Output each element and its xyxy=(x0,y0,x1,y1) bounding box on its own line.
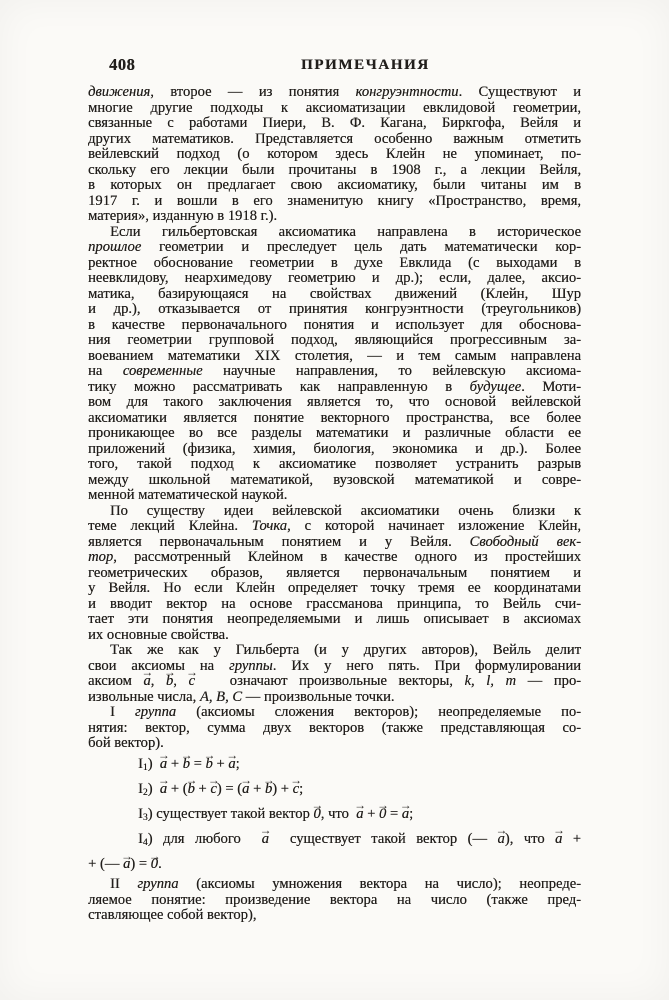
text-line: и др.), отказывается от принятия конгруэнтности (треугольников) xyxy=(88,301,581,317)
subscript-index: 1 xyxy=(142,762,148,773)
italic-term: прошлое xyxy=(88,239,142,255)
text-line: ректное обоснование геометрии в духе Евклида (с выходами в xyxy=(88,254,581,271)
italic-term: группы xyxy=(228,657,273,674)
text-line: приложений (физика, химия, биология, экономика и др.). Более xyxy=(88,440,581,457)
text-line: аксиоматики является понятие векторного пространства, все более xyxy=(88,409,581,426)
vector-notation: → b xyxy=(166,674,173,690)
vector-notation: → a xyxy=(242,777,249,802)
text-line: прошлое геометрии и преследует цель дать математически кор- xyxy=(88,239,581,255)
text-line: многие другие подходы к аксиоматизации евклидовой геометрии, xyxy=(88,99,581,116)
text-line: тор, рассмотренный Клейном в качестве одного из простейших xyxy=(88,549,581,565)
text-line: скольку его лекции были прочитаны в 1908 г., а лекции Вейля, xyxy=(88,161,581,178)
text-line: неевклидову, неархимедову геометрию и др.); если, далее, аксио- xyxy=(88,270,581,286)
text-line: воеванием математики XIX столетия, — и тем самым направлена xyxy=(88,347,581,364)
text-line: I группа (аксиомы сложения векторов); неопределяемые по- xyxy=(110,704,581,720)
text-line: II группа (аксиомы умножения вектора на число); неопреде- xyxy=(110,876,581,893)
vector-notation: → b xyxy=(183,752,190,777)
text-line: на современные научные направления, то вейлевскую аксиома- xyxy=(88,363,581,379)
subscript-index: 4 xyxy=(142,838,148,849)
vector-notation: → c xyxy=(293,777,299,802)
formula-line: $I_2) \to a$ + (→ b + → c) = (→ a + → b) + → c; xyxy=(88,777,581,802)
italic-term: k, l, m xyxy=(464,673,516,689)
italic-term: A, B, C xyxy=(199,688,243,705)
subscript-index: 2 xyxy=(142,787,148,798)
italic-term: Точка xyxy=(251,518,288,534)
text-line: нятия: вектор, сумма двух векторов (также представляющая со- xyxy=(88,719,581,736)
text-line: их основные свойства. xyxy=(88,626,229,643)
text-line: и вводит вектор на основе грассманова принципа, то Вейль счи- xyxy=(88,595,581,612)
text-line: теме лекций Клейна. Точка, с которой начинает изложение Клейн, xyxy=(88,518,581,534)
text-line: ставляющее собой вектор), xyxy=(88,907,257,924)
italic-term: группа xyxy=(137,876,179,893)
formula-line: + (— → a) = → 0. xyxy=(88,852,581,877)
text-line: в которых он предлагает свою аксиоматику, были читаны им в xyxy=(88,177,581,193)
vector-notation: → 0 xyxy=(313,802,320,827)
text-line: других математиков. Представляется особенно важным отметить xyxy=(88,130,581,147)
text-line: связанные с работами Пиери, В. Ф. Кагана, Биркгофа, Вейля и xyxy=(88,115,581,131)
italic-term: будущее xyxy=(469,378,522,395)
text-line: свои аксиомы на группы. Их у него пять. При формулировании xyxy=(88,657,581,674)
text-line: извольные числа, A, B, C — произвольные точки. xyxy=(88,688,395,705)
subscript-index: 3 xyxy=(142,812,148,823)
italic-term: Свободный век- xyxy=(469,533,581,550)
text-line: менной математической наукой. xyxy=(88,487,288,503)
vector-notation: → b xyxy=(265,777,272,802)
vector-notation: → a xyxy=(497,827,504,852)
vector-notation: → 0 xyxy=(379,802,386,827)
page-number: 408 xyxy=(109,55,136,74)
text-line: аксиом → a, → b, → c означают произвольные векторы, k, l, m — про- xyxy=(88,674,581,690)
text-line: материя», изданную в 1918 г.). xyxy=(88,208,278,224)
text-line: движения, второе — из понятия конгруэнтности. Существуют и xyxy=(88,84,581,100)
vector-notation: → b xyxy=(187,777,194,802)
text-line: вом для такого заключения является то, что основой вейлевской xyxy=(88,394,581,410)
italic-term: движения xyxy=(88,84,151,100)
text-line: Так же как у Гильберта (и у других авторов), Вейль делит xyxy=(110,642,581,658)
text-line: между школьной математикой, вузовской математикой и совре- xyxy=(88,471,581,488)
vector-notation: → a xyxy=(402,802,409,827)
text-line: Если гильбертовская аксиоматика направлена в историческое xyxy=(110,223,581,240)
text-line: тику можно рассматривать как направленную в будущее. Моти- xyxy=(88,378,582,395)
formula-line: $I_4$) для любого → a существует такой вектор (— → a), что → a + xyxy=(88,827,581,852)
text-line: в качестве первоначального понятия и использует для обоснова- xyxy=(88,316,581,333)
italic-term: конгруэнтности xyxy=(355,84,459,100)
vector-notation: → a xyxy=(555,827,562,852)
vector-notation: → a xyxy=(228,752,235,777)
vector-notation: → a xyxy=(262,827,269,852)
vector-notation: → a xyxy=(160,752,167,777)
vector-notation: → a xyxy=(356,802,363,827)
text-line: того, такой подход к аксиоматике позволяет устранить разрыв xyxy=(88,456,581,472)
vector-notation: → a xyxy=(123,852,130,877)
text-line: является первоначальным понятием и у Вейля. Свободный век- xyxy=(88,533,581,550)
italic-term: современные xyxy=(122,363,203,379)
vector-notation: → c xyxy=(188,674,194,690)
vector-notation: → a xyxy=(143,674,150,690)
text-line: тает эти понятия неопределяемыми и лишь описывает в аксиомах xyxy=(88,611,581,627)
vector-notation: → 0 xyxy=(151,852,158,877)
text-line: проникающее во все разделы математики и различные области ее xyxy=(88,425,581,441)
vector-notation: → b xyxy=(205,752,212,777)
vector-notation: → c xyxy=(210,777,216,802)
italic-term: тор xyxy=(88,549,114,565)
text-line: вейлевский подход (о котором здесь Клейн не упоминает, по- xyxy=(88,146,581,162)
text-line: у Вейля. Но если Клейн определяет точку тремя ее координатами xyxy=(88,580,581,596)
text-line: геометрических образов, является первоначальным понятием и xyxy=(88,564,581,581)
text-line: ляемое понятие: произведение вектора на число (также пред- xyxy=(88,891,581,908)
text-line: бой вектор). xyxy=(88,735,164,751)
running-head-title: ПРИМЕЧАНИЯ xyxy=(301,57,430,73)
text-line: 1917 г. и вошли в его знаменитую книгу «Пространство, время, xyxy=(88,192,581,209)
formula-line: $I_1) \to a$ + → b = → b + → a; xyxy=(88,752,581,777)
text-line: матика, базирующаяся на свойствах движений (Клейн, Шур xyxy=(88,285,581,302)
italic-term: группа xyxy=(134,704,177,720)
text-line: ния геометрии групповой подход, являющийся прогрессивным за- xyxy=(88,332,581,348)
vector-notation: → a xyxy=(160,777,167,802)
text-line: По существу идеи вейлевской аксиоматики очень близки к xyxy=(110,502,581,519)
formula-line: $I_3$) существует такой вектор → 0, что → a + → 0 = → a; xyxy=(88,802,581,827)
text-block xyxy=(88,85,581,924)
